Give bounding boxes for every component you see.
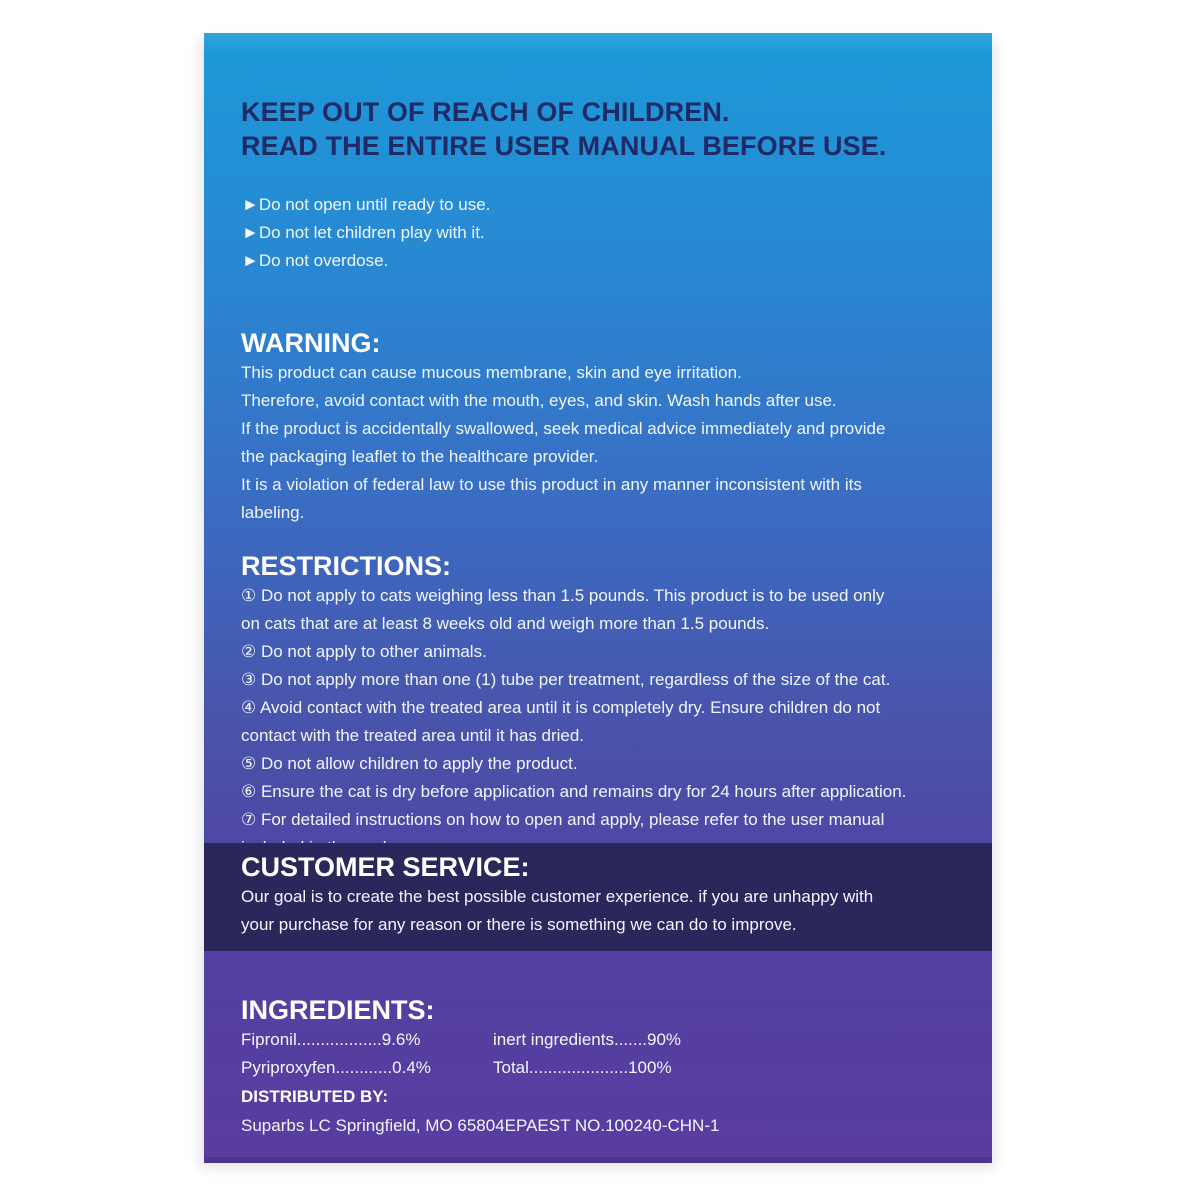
customer-service-line: Our goal is to create the best possible customer experience. if you are unhappy with [241, 887, 874, 906]
warning-line: the packaging leaflet to the healthcare provider. [241, 447, 599, 466]
restriction-line: ⑦ For detailed instructions on how to open and apply, please refer to the user manual [241, 810, 885, 829]
headline-line-2: READ THE ENTIRE USER MANUAL BEFORE USE. [241, 131, 887, 161]
restriction-line: ③ Do not apply more than one (1) tube per treatment, regardless of the size of the cat. [241, 670, 891, 689]
precaution-item: ►Do not open until ready to use. [242, 195, 491, 214]
precaution-item: ►Do not overdose. [242, 251, 389, 270]
distributor-section [241, 1083, 961, 1141]
warning-line: This product can cause mucous membrane, skin and eye irritation. [241, 363, 742, 382]
headline [241, 95, 886, 163]
warning-line: If the product is accidentally swallowed, seek medical advice immediately and provide [241, 419, 886, 438]
restriction-line: on cats that are at least 8 weeks old and weigh more than 1.5 pounds. [241, 614, 770, 633]
restrictions-section [241, 550, 961, 862]
precaution-item: ►Do not let children play with it. [242, 223, 485, 242]
ingredients-title: INGREDIENTS: [241, 995, 435, 1025]
ingredient-row: inert ingredients.......90% [493, 1030, 682, 1049]
customer-service-title: CUSTOMER SERVICE: [241, 852, 530, 882]
restriction-line: ⑥ Ensure the cat is dry before application and remains dry for 24 hours after application. [241, 782, 907, 801]
customer-service-section [241, 851, 961, 939]
ingredients-column-other [493, 1026, 681, 1082]
box-bottom-edge [204, 1157, 992, 1163]
headline-line-1: KEEP OUT OF REACH OF CHILDREN. [241, 97, 730, 127]
ingredient-row: Pyriproxyfen............0.4% [241, 1058, 431, 1077]
warning-title: WARNING: [241, 328, 381, 358]
precaution-list [242, 191, 490, 275]
restriction-line: ⑤ Do not allow children to apply the product. [241, 754, 578, 773]
ingredients-section [241, 994, 961, 1086]
restriction-line: ④ Avoid contact with the treated area until it is completely dry. Ensure children do not [241, 698, 881, 717]
product-box-back [204, 33, 992, 1163]
box-top-flap [204, 33, 992, 55]
warning-line: labeling. [241, 503, 305, 522]
ingredient-row: Total.....................100% [493, 1058, 672, 1077]
restrictions-title: RESTRICTIONS: [241, 551, 452, 581]
warning-line: It is a violation of federal law to use this product in any manner inconsistent with its [241, 475, 862, 494]
warning-line: Therefore, avoid contact with the mouth, eyes, and skin. Wash hands after use. [241, 391, 837, 410]
warning-section [241, 327, 961, 527]
restriction-line: ② Do not apply to other animals. [241, 642, 487, 661]
ingredients-table [241, 1026, 961, 1086]
ingredients-column-active [241, 1026, 431, 1082]
restriction-line: ① Do not apply to cats weighing less than 1.5 pounds. This product is to be used only [241, 586, 885, 605]
ingredient-row: Fipronil..................9.6% [241, 1030, 421, 1049]
customer-service-line: your purchase for any reason or there is something we can do to improve. [241, 915, 797, 934]
distributor-title: DISTRIBUTED BY: [241, 1087, 389, 1106]
restriction-line: contact with the treated area until it has dried. [241, 726, 585, 745]
distributor-address: Suparbs LC Springfield, MO 65804EPAEST NO.100240-CHN-1 [241, 1116, 720, 1135]
